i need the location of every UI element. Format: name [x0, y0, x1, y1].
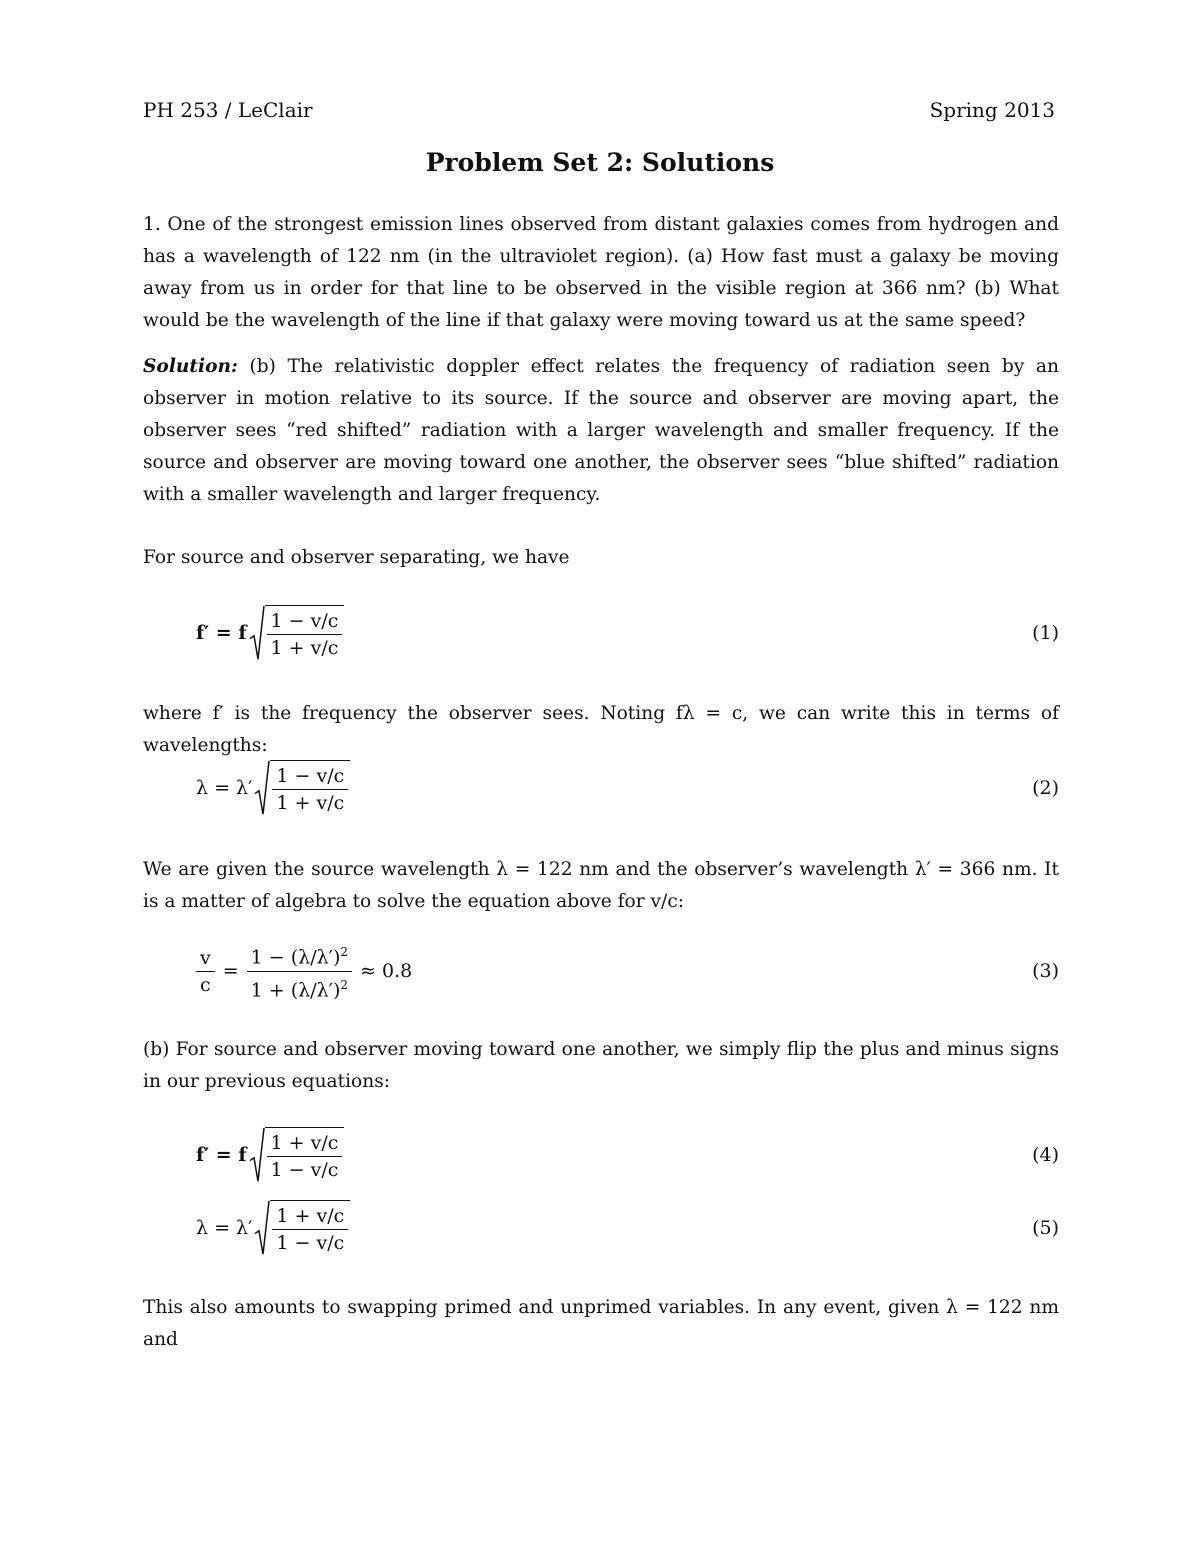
- page-title: Problem Set 2: Solutions: [425, 148, 775, 177]
- eq3-numerator: 1 − (λ/λ′): [250, 946, 341, 969]
- solution-intro-text: (b) The relativistic doppler effect relates the frequency of radiation seen by an observer in motion relative to its source. If the source and observer are moving apart, the observer sees “red shifted” radiation with a larger wavelength and smaller frequency. If the source and observer are moving toward one another, the observer sees “blue shifted” radiation with a smaller wavelength and larger frequency.: [143, 356, 1059, 505]
- eq1-label: (1): [1032, 622, 1059, 644]
- equation-2: [143, 753, 1059, 823]
- course-label: PH 253 / LeClair: [143, 98, 313, 122]
- eq3-num-exp: 2: [340, 945, 349, 960]
- separating-text: For source and observer separating, we have: [143, 547, 570, 568]
- after-eq2-text: We are given the source wavelength λ = 122 nm and the observer’s wavelength λ′ = 366 nm. It is a matter of algebra to solve the equation above for v/c:: [143, 859, 1059, 912]
- eq4-lhs: f′ = f: [196, 1144, 247, 1166]
- eq5-sqrt: [254, 1200, 350, 1256]
- eq3-lhs-denominator: c: [200, 973, 211, 996]
- eq3-label: (3): [1032, 960, 1059, 982]
- eq2-label: (2): [1032, 777, 1059, 799]
- eq2-numerator: 1 − v/c: [276, 765, 345, 787]
- equation-5: [143, 1193, 1059, 1263]
- eq1-numerator: 1 − v/c: [270, 610, 339, 632]
- equation-1: [143, 598, 1059, 668]
- eq3-denominator: 1 + (λ/λ′): [250, 978, 341, 1001]
- equation-3: $\frac{v}{c}$ = $\frac{1 - (\lambda/\lambda')^2}{1 + (\lambda/\lambda')^2}$ ≈ 0.8 (3): [143, 936, 1059, 1006]
- solution-lead: Solution:: [143, 356, 238, 377]
- eq5-numerator: 1 + v/c: [276, 1205, 345, 1227]
- eq4-sqrt: [249, 1127, 345, 1183]
- eq1-sqrt: [249, 605, 345, 661]
- eq5-lhs: λ = λ′: [196, 1217, 253, 1239]
- solution-intro: [143, 351, 1059, 511]
- eq5-label: (5): [1032, 1217, 1059, 1239]
- eq5-denominator: 1 − v/c: [276, 1232, 345, 1254]
- eq2-denominator: 1 + v/c: [276, 792, 345, 814]
- part-b-text: (b) For source and observer moving toward one another, we simply flip the plus and minus signs in our previous equations:: [143, 1039, 1059, 1092]
- problem-statement: 1. One of the strongest emission lines observed from distant galaxies comes from hydrogen and has a wavelength of 122 nm (in the ultraviolet region). (a) How fast must a galaxy be moving away from us in order for that line to be observed in the visible region at 366 nm? (b) What would be the wavelength of the line if that galaxy were moving toward us at the same speed?: [143, 214, 1059, 331]
- equation-4: [143, 1120, 1059, 1190]
- eq4-numerator: 1 + v/c: [270, 1132, 339, 1154]
- term-label: Spring 2013: [929, 98, 1055, 122]
- page-header: [143, 98, 1055, 128]
- eq3-den-exp: 2: [340, 977, 349, 992]
- closing-text: This also amounts to swapping primed and unprimed variables. In any event, given λ = 122 nm and: [143, 1297, 1059, 1350]
- eq3-lhs-numerator: v: [200, 946, 211, 969]
- eq1-denominator: 1 + v/c: [270, 637, 339, 659]
- after-eq1-text: where f′ is the frequency the observer sees. Noting fλ = c, we can write this in terms of wavelengths:: [143, 703, 1059, 756]
- eq4-label: (4): [1032, 1144, 1059, 1166]
- eq4-denominator: 1 − v/c: [270, 1159, 339, 1181]
- eq1-lhs: f′ = f: [196, 622, 247, 644]
- eq3-result: ≈ 0.8: [360, 960, 413, 982]
- eq2-lhs: λ = λ′: [196, 777, 253, 799]
- eq2-sqrt: [254, 760, 350, 816]
